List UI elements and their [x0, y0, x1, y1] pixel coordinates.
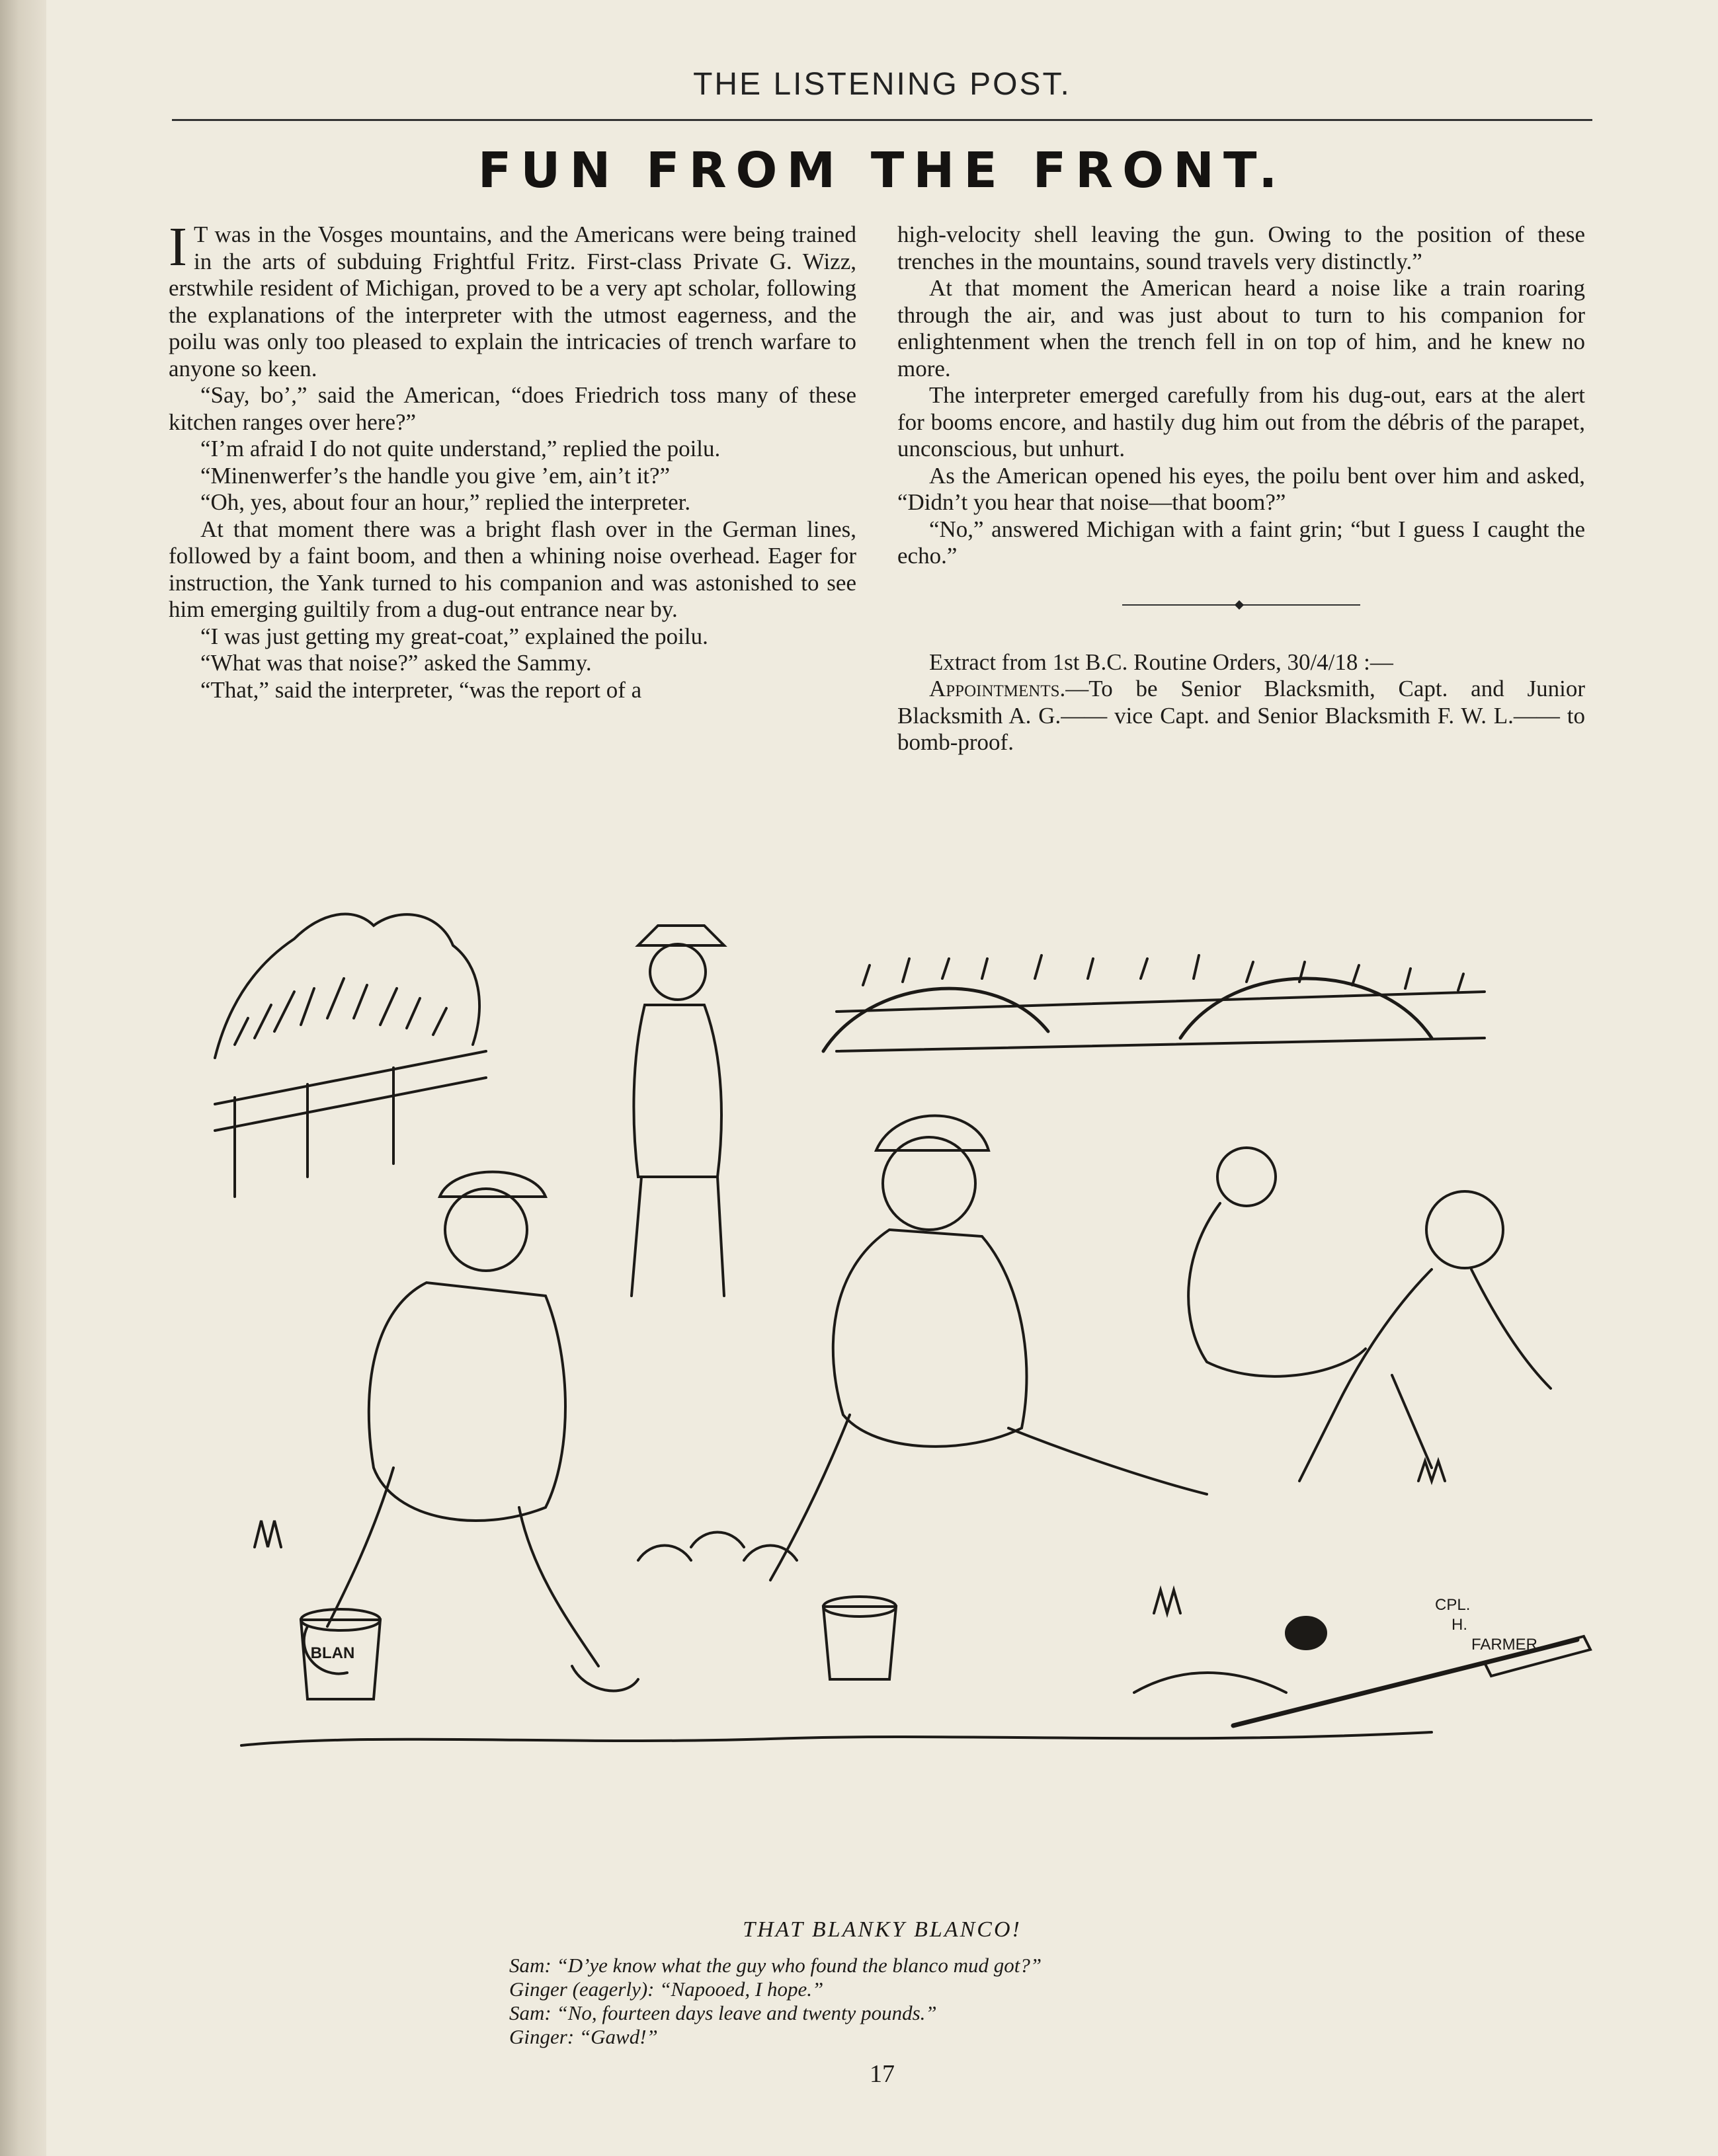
article-paragraph: As the American opened his eyes, the poilu bent over him and asked, “Didn’t you hear that noise—that boom?”: [897, 462, 1585, 515]
magazine-page: [46, 0, 1718, 2156]
artist-signature-3: FARMER: [1471, 1636, 1538, 1654]
dialogue-line: Sam: “No, fourteen days leave and twenty pounds.”: [509, 2001, 937, 2024]
article-paragraph: At that moment the American heard a noise like a train roaring through the air, and was just about to turn to his companion for enlightenment when the trench fell in on top of him, and he knew no more.: [897, 275, 1585, 381]
dialogue-line: Sam: “D’ye know what the guy who found the blanco mud got?”: [509, 1954, 1042, 1977]
article-paragraph: “I was just getting my great-coat,” explained the poilu.: [200, 623, 708, 649]
dialogue-line: Ginger (eagerly): “Napooed, I hope.”: [509, 1977, 824, 2001]
page-number: 17: [870, 2060, 895, 2088]
cartoon-caption-title: THAT BLANKY BLANCO!: [743, 1917, 1022, 1942]
article-column-right: [897, 221, 1585, 756]
cartoon-illustration: [175, 886, 1614, 1904]
article-title: FUN FROM THE FRONT.: [477, 142, 1287, 199]
extract-intro: Extract from 1st B.C. Routine Orders, 30/4/18 :—: [929, 649, 1393, 675]
article-paragraph: “What was that noise?” asked the Sammy.: [200, 650, 592, 676]
extract-body: Appointments.—To be Senior Blacksmith, Capt. and Junior Blacksmith A. G.—— vice Capt. and Senior Blacksmith F. W. L.—— to bomb-proof.: [897, 676, 1585, 755]
artist-signature-1: CPL.: [1435, 1596, 1471, 1614]
bucket-label: BLAN: [310, 1644, 355, 1662]
article-column-left: [169, 216, 856, 703]
article-paragraph: The interpreter emerged carefully from his dug-out, ears at the alert for booms encore, and hastily dug him out from the débris of the parapet, unconscious, but unhurt.: [897, 382, 1585, 461]
cartoon-dialogue: [509, 1954, 1369, 2049]
drop-cap: I: [169, 216, 187, 278]
section-separator: [1122, 602, 1360, 608]
article-paragraph: I T was in the Vosges mountains, and the Americans were being trained in the arts of subduing Frightful Fritz. First-class Private G. Wizz, erstwhile resident of Michigan, proved to be a very apt scholar, following the explanations of the interpreter with the utmost eagerness, and the poilu was only too pleased to explain the intricacies of trench warfare to anyone so keen.: [169, 216, 856, 381]
dialogue-line: Ginger: “Gawd!”: [509, 2025, 658, 2048]
article-paragraph: high-velocity shell leaving the gun. Owing to the position of these trenches in the mountains, sound travels very distinctly.”: [897, 221, 1585, 274]
book-spine-shadow: [0, 0, 46, 2156]
cartoon-drawing: [175, 886, 1614, 1904]
running-head: THE LISTENING POST.: [693, 67, 1071, 102]
article-paragraph: “That,” said the interpreter, “was the report of a: [200, 676, 642, 703]
article-paragraph: “No,” answered Michigan with a faint grin; “but I guess I caught the echo.”: [897, 516, 1585, 569]
article-paragraph: “Oh, yes, about four an hour,” replied the interpreter.: [200, 489, 691, 515]
extract-heading: Appointments: [929, 676, 1060, 701]
article-paragraph: “I’m afraid I do not quite understand,” replied the poilu.: [200, 436, 721, 461]
article-paragraph: “Say, bo’,” said the American, “does Friedrich toss many of these kitchen ranges over here?”: [169, 382, 856, 435]
article-paragraph: At that moment there was a bright flash over in the German lines, followed by a faint boom, and then a whining noise overhead. Eager for instruction, the Yank turned to his companion and was astonished to see him emerging guiltily from a dug-out entrance near by.: [169, 516, 856, 622]
header-rule: [172, 119, 1592, 121]
article-paragraph: “Minenwerfer’s the handle you give ’em, ain’t it?”: [200, 462, 671, 489]
artist-signature-2: H.: [1452, 1616, 1467, 1634]
